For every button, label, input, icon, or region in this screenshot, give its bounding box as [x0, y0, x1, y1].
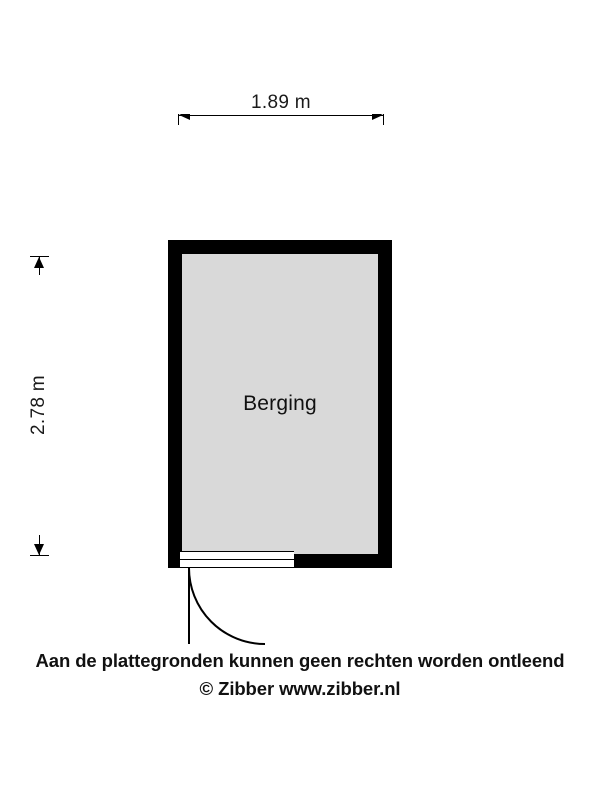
- footer: [0, 648, 600, 702]
- door-threshold-line: [180, 559, 294, 560]
- dimension-height-arrow-down-icon: [34, 544, 44, 555]
- dimension-height-label: 2.78 m: [28, 275, 50, 535]
- dimension-height-arrow-up-icon: [34, 257, 44, 268]
- footer-disclaimer: Aan de plattegronden kunnen geen rechten worden ontleend: [35, 650, 565, 671]
- door-swing-arc-icon: [188, 568, 292, 648]
- room-label: Berging: [243, 392, 317, 415]
- dimension-height-cap-bottom: [30, 555, 49, 556]
- dimension-height: [20, 256, 60, 556]
- door-opening: [180, 551, 294, 568]
- dimension-width-line: [178, 115, 384, 116]
- room-berging: [168, 240, 392, 568]
- footer-credit: © Zibber www.zibber.nl: [199, 678, 401, 699]
- dimension-width-label: 1.89 m: [178, 92, 384, 114]
- dimension-width: [178, 92, 384, 136]
- room-floor: [182, 254, 378, 554]
